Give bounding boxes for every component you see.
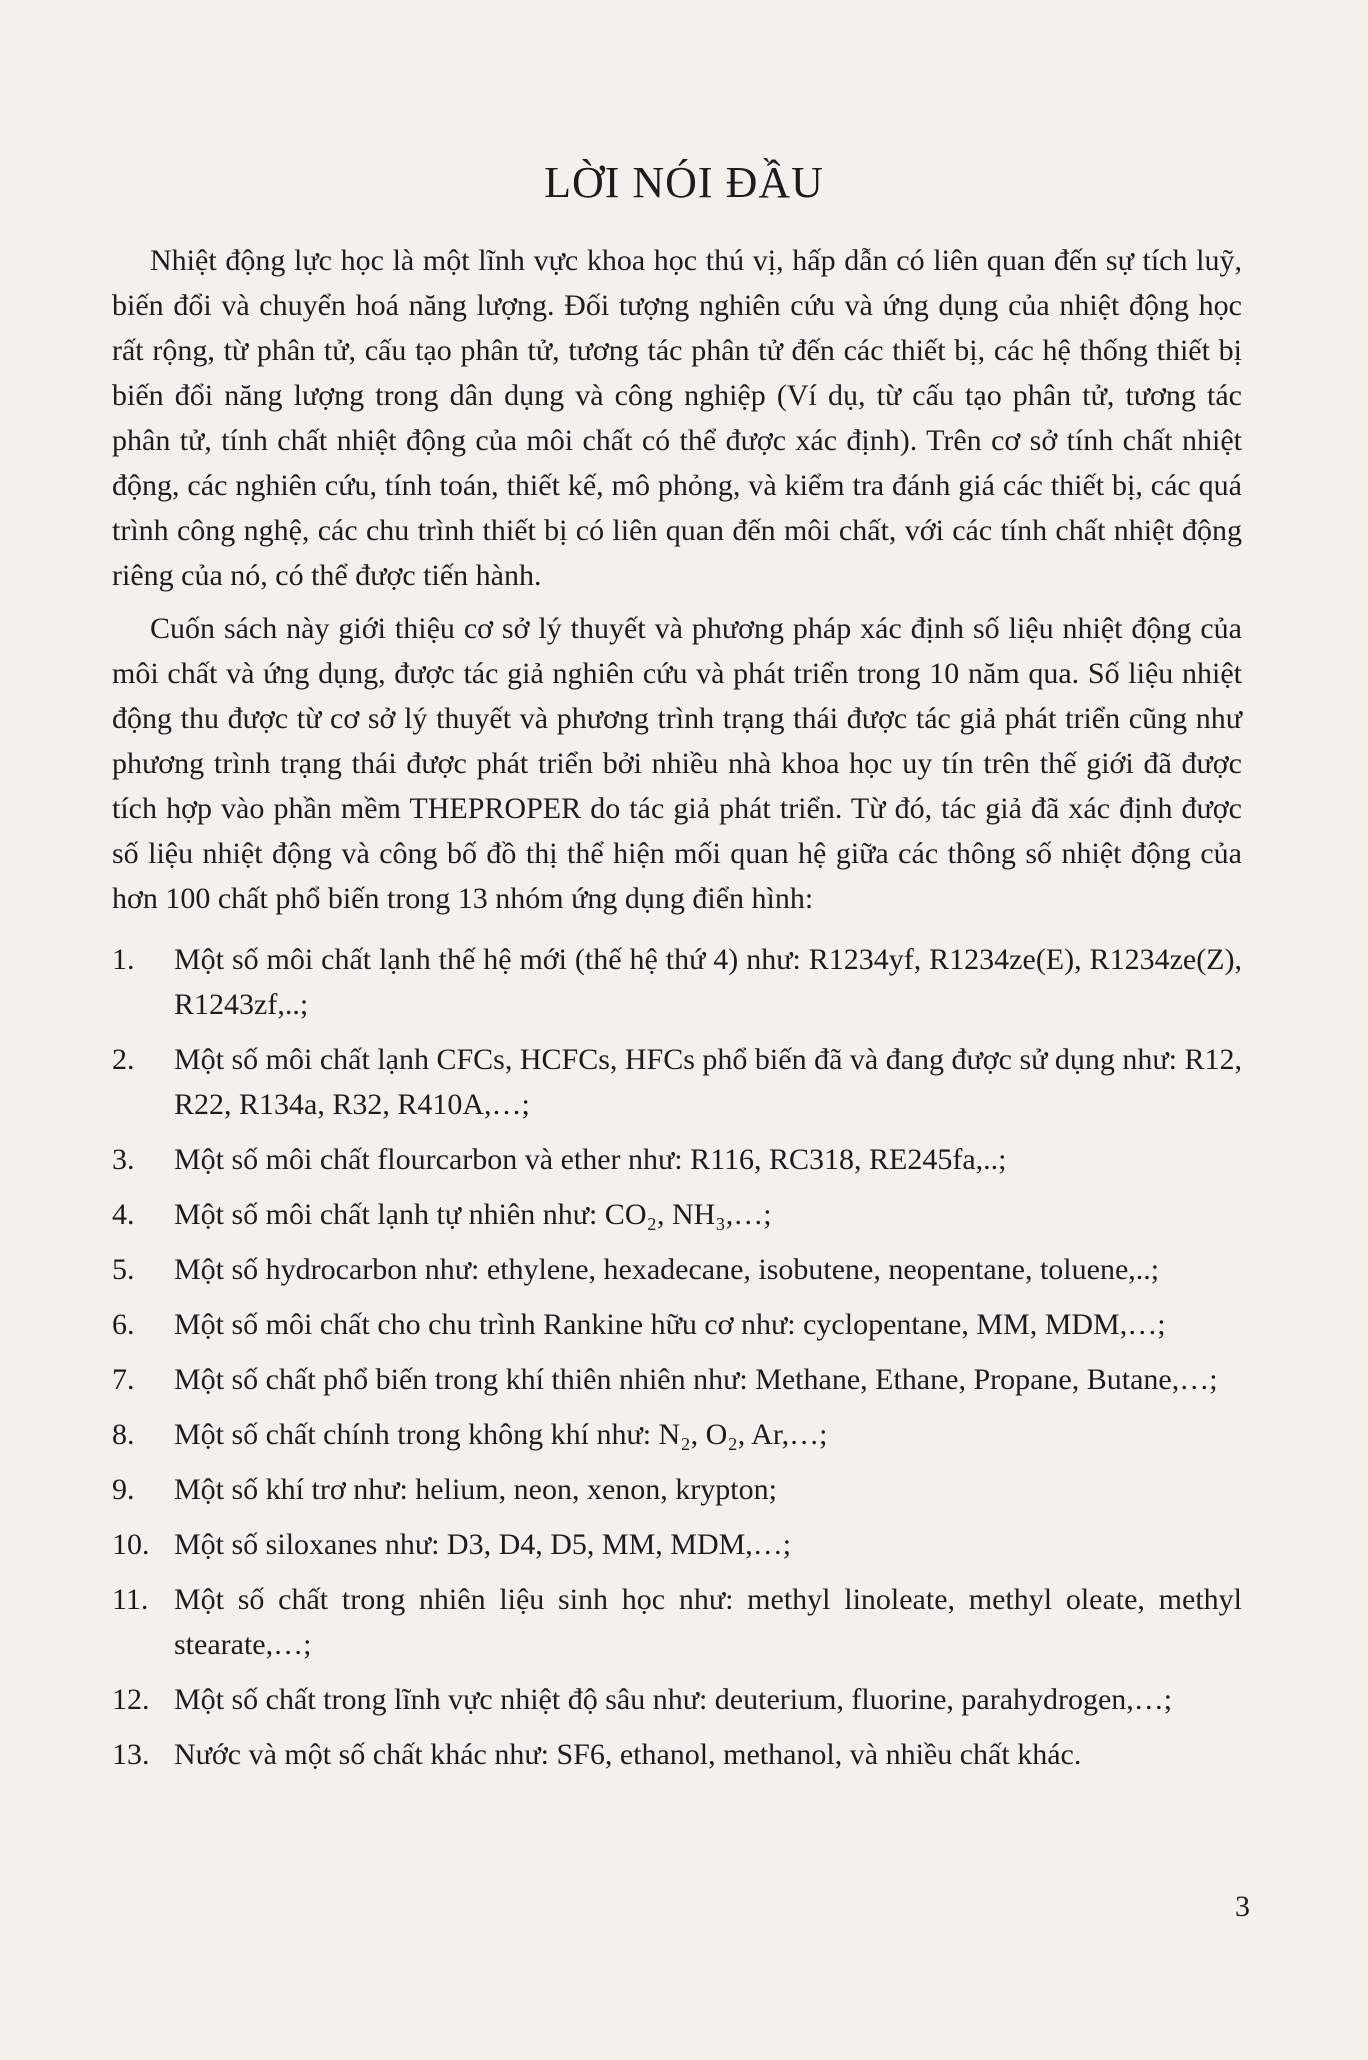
- list-item-text: Một số chất chính trong không khí như: N₂, O₂, Ar,…;: [174, 1418, 828, 1451]
- list-item-text: Một số siloxanes như: D3, D4, D5, MM, MDM,…;: [174, 1528, 792, 1561]
- list-item-number: 13.: [112, 1738, 150, 1771]
- application-group-list: [112, 937, 1242, 1777]
- list-item: [112, 1137, 1242, 1182]
- list-item: [112, 1302, 1242, 1347]
- list-item-text: Một số môi chất lạnh CFCs, HCFCs, HFCs phổ biến đã và đang được sử dụng như: R12, R22, R134a, R32, R410A,…;: [174, 1043, 1243, 1121]
- list-item-text: Một số môi chất lạnh thế hệ mới (thế hệ thứ 4) như: R1234yf, R1234ze(E), R1234ze(Z), R1243zf,..;: [174, 943, 1242, 1021]
- list-item-number: 2.: [112, 1043, 135, 1076]
- list-item-number: 1.: [112, 943, 135, 976]
- list-item: [112, 1577, 1242, 1667]
- list-item-number: 8.: [112, 1418, 135, 1451]
- list-item-text: Nước và một số chất khác như: SF6, ethanol, methanol, và nhiều chất khác.: [174, 1738, 1082, 1771]
- list-item-text: Một số môi chất flourcarbon và ether như: R116, RC318, RE245fa,..;: [174, 1143, 1007, 1176]
- list-item-number: 4.: [112, 1198, 135, 1231]
- list-item-text: Một số khí trơ như: helium, neon, xenon, krypton;: [174, 1473, 777, 1506]
- list-item-number: 5.: [112, 1253, 135, 1286]
- list-item: [112, 1357, 1242, 1402]
- list-item-text: Một số hydrocarbon như: ethylene, hexadecane, isobutene, neopentane, toluene,..;: [174, 1253, 1160, 1286]
- list-item: [112, 1677, 1242, 1722]
- list-item-text: Một số chất trong nhiên liệu sinh học như: methyl linoleate, methyl oleate, methyl stearate,…;: [174, 1583, 1242, 1661]
- list-item: [112, 1192, 1242, 1237]
- list-item: [112, 1732, 1242, 1777]
- page-number: 3: [1235, 1890, 1250, 1923]
- list-item: [112, 1412, 1242, 1457]
- paragraph-1: Nhiệt động lực học là một lĩnh vực khoa học thú vị, hấp dẫn có liên quan đến sự tích luỹ, biến đổi và chuyển hoá năng lượng. Đối tượng nghiên cứu và ứng dụng của nhiệt động học rất rộng, từ phân tử, cấu tạo phân tử, tương tác phân tử đến các thiết bị, các hệ thống thiết bị biến đổi năng lượng trong dân dụng và công nghiệp (Ví dụ, từ cấu tạo phân tử, tương tác phân tử, tính chất nhiệt động của môi chất có thể được xác định). Trên cơ sở tính chất nhiệt động, các nghiên cứu, tính toán, thiết kế, mô phỏng, và kiểm tra đánh giá các thiết bị, các quá trình công nghệ, các chu trình thiết bị có liên quan đến môi chất, với các tính chất nhiệt động riêng của nó, có thể được tiến hành.: [112, 244, 1242, 592]
- page-title: LỜI NÓI ĐẦU: [544, 158, 824, 208]
- list-item-number: 12.: [112, 1683, 150, 1716]
- paragraph-2: Cuốn sách này giới thiệu cơ sở lý thuyết và phương pháp xác định số liệu nhiệt động của môi chất và ứng dụng, được tác giả nghiên cứu và phát triển trong 10 năm qua. Số liệu nhiệt động thu được từ cơ sở lý thuyết và phương trình trạng thái được tác giả phát triển cũng như phương trình trạng thái được phát triển bởi nhiều nhà khoa học uy tín trên thế giới đã được tích hợp vào phần mềm THEPROPER do tác giả phát triển. Từ đó, tác giả đã xác định được số liệu nhiệt động và công bố đồ thị thể hiện mối quan hệ giữa các thông số nhiệt động của hơn 100 chất phổ biến trong 13 nhóm ứng dụng điển hình:: [112, 612, 1242, 915]
- list-item: [112, 1037, 1242, 1127]
- list-item-number: 11.: [112, 1583, 149, 1616]
- list-item-text: Một số môi chất lạnh tự nhiên như: CO₂, NH₃,…;: [174, 1198, 772, 1231]
- list-item-number: 7.: [112, 1363, 135, 1396]
- list-item-number: 9.: [112, 1473, 135, 1506]
- list-item-text: Một số môi chất cho chu trình Rankine hữu cơ như: cyclopentane, MM, MDM,…;: [174, 1308, 1166, 1341]
- list-item-number: 10.: [112, 1528, 150, 1561]
- list-item-text: Một số chất phổ biến trong khí thiên nhiên như: Methane, Ethane, Propane, Butane,…;: [174, 1363, 1218, 1396]
- list-item-number: 3.: [112, 1143, 135, 1176]
- list-item: [112, 1522, 1242, 1567]
- list-item: [112, 1247, 1242, 1292]
- list-item-number: 6.: [112, 1308, 135, 1341]
- body-text: [112, 238, 1242, 1787]
- list-item: [112, 937, 1242, 1027]
- list-item: [112, 1467, 1242, 1512]
- list-item-text: Một số chất trong lĩnh vực nhiệt độ sâu như: deuterium, fluorine, parahydrogen,…;: [174, 1683, 1173, 1716]
